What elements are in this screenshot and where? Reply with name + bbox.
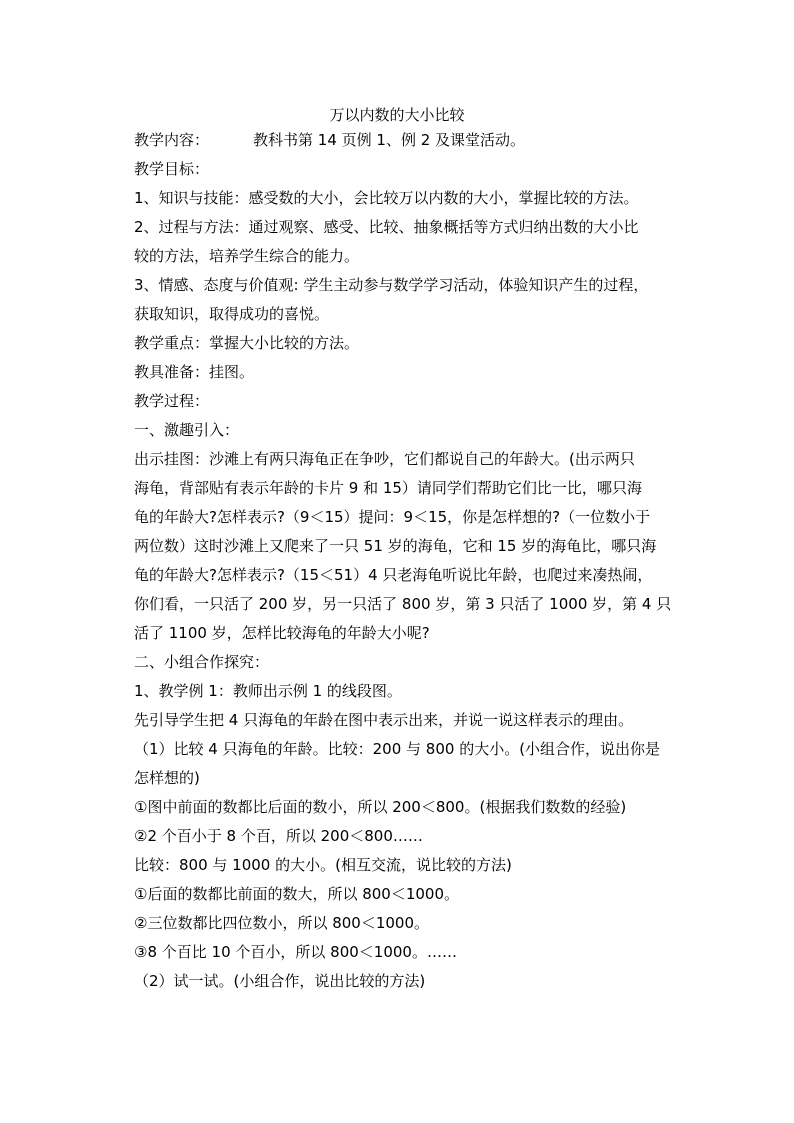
- text-line: 一、激趣引入：: [134, 421, 240, 439]
- text-line: 怎样想的): [134, 769, 200, 787]
- document-title: 万以内数的大小比较: [329, 106, 465, 124]
- text-line: 你们看，一只活了 200 岁，另一只活了 800 岁，第 3 只活了 1000 岁，第 4 只: [134, 595, 672, 613]
- text-line: ③8 个百比 10 个百小，所以 800＜1000。……: [134, 943, 457, 961]
- text-line: ②2 个百小于 8 个百，所以 200＜800……: [134, 827, 423, 845]
- text-line: 龟的年龄大?怎样表示?（15＜51）4 只老海龟听说比年龄，也爬过来凑热闹，: [134, 566, 653, 584]
- text-line: 教具准备：挂图。: [134, 363, 255, 381]
- text-line: 海龟，背部贴有表示年龄的卡片 9 和 15）请同学们帮助它们比一比，哪只海: [134, 479, 642, 497]
- text-line: 获取知识，取得成功的喜悦。: [134, 305, 330, 323]
- text-line: 3、情感、态度与价值观: 学生主动参与数学学习活动，体验知识产生的过程，: [134, 276, 649, 294]
- teaching-content-value: 教科书第 14 页例 1、例 2 及课堂活动。: [253, 131, 526, 149]
- text-line: 教学目标：: [134, 160, 210, 178]
- text-line: 活了 1100 岁，怎样比较海龟的年龄大小呢?: [134, 624, 430, 642]
- text-line: 2、过程与方法：通过观察、感受、比较、抽象概括等方式归纳出数的大小比: [134, 218, 639, 236]
- text-line: 教学过程：: [134, 392, 210, 410]
- text-line: 1、知识与技能：感受数的大小，会比较万以内数的大小，掌握比较的方法。: [134, 189, 639, 207]
- text-line: ②三位数都比四位数小，所以 800＜1000。: [134, 914, 430, 932]
- text-line: （2）试一试。(小组合作，说出比较的方法): [134, 972, 426, 990]
- text-line: ①后面的数都比前面的数大，所以 800＜1000。: [134, 885, 460, 903]
- text-line: ①图中前面的数都比后面的数小，所以 200＜800。(根据我们数数的经验): [134, 798, 627, 816]
- text-line: （1）比较 4 只海龟的年龄。比较：200 与 800 的大小。(小组合作，说出你是: [134, 740, 661, 758]
- text-line: 龟的年龄大?怎样表示?（9＜15）提问：9＜15，你是怎样想的?（一位数小于: [134, 508, 651, 526]
- text-line: 两位数）这时沙滩上又爬来了一只 51 岁的海龟，它和 15 岁的海龟比，哪只海: [134, 537, 657, 555]
- teaching-content-line: [134, 126, 682, 155]
- text-line: 比较：800 与 1000 的大小。(相互交流，说比较的方法): [134, 856, 512, 874]
- document-body: [134, 126, 682, 996]
- teaching-content-label: 教学内容：: [134, 131, 210, 149]
- text-line: 先引导学生把 4 只海龟的年龄在图中表示出来，并说一说这样表示的理由。: [134, 711, 634, 729]
- text-line: 较的方法，培养学生综合的能力。: [134, 247, 360, 265]
- text-line: 出示挂图：沙滩上有两只海龟正在争吵，它们都说自己的年龄大。(出示两只: [134, 450, 635, 468]
- text-line: 二、小组合作探究：: [134, 653, 270, 671]
- text-line: 教学重点：掌握大小比较的方法。: [134, 334, 360, 352]
- text-line: 1、教学例 1：教师出示例 1 的线段图。: [134, 682, 402, 700]
